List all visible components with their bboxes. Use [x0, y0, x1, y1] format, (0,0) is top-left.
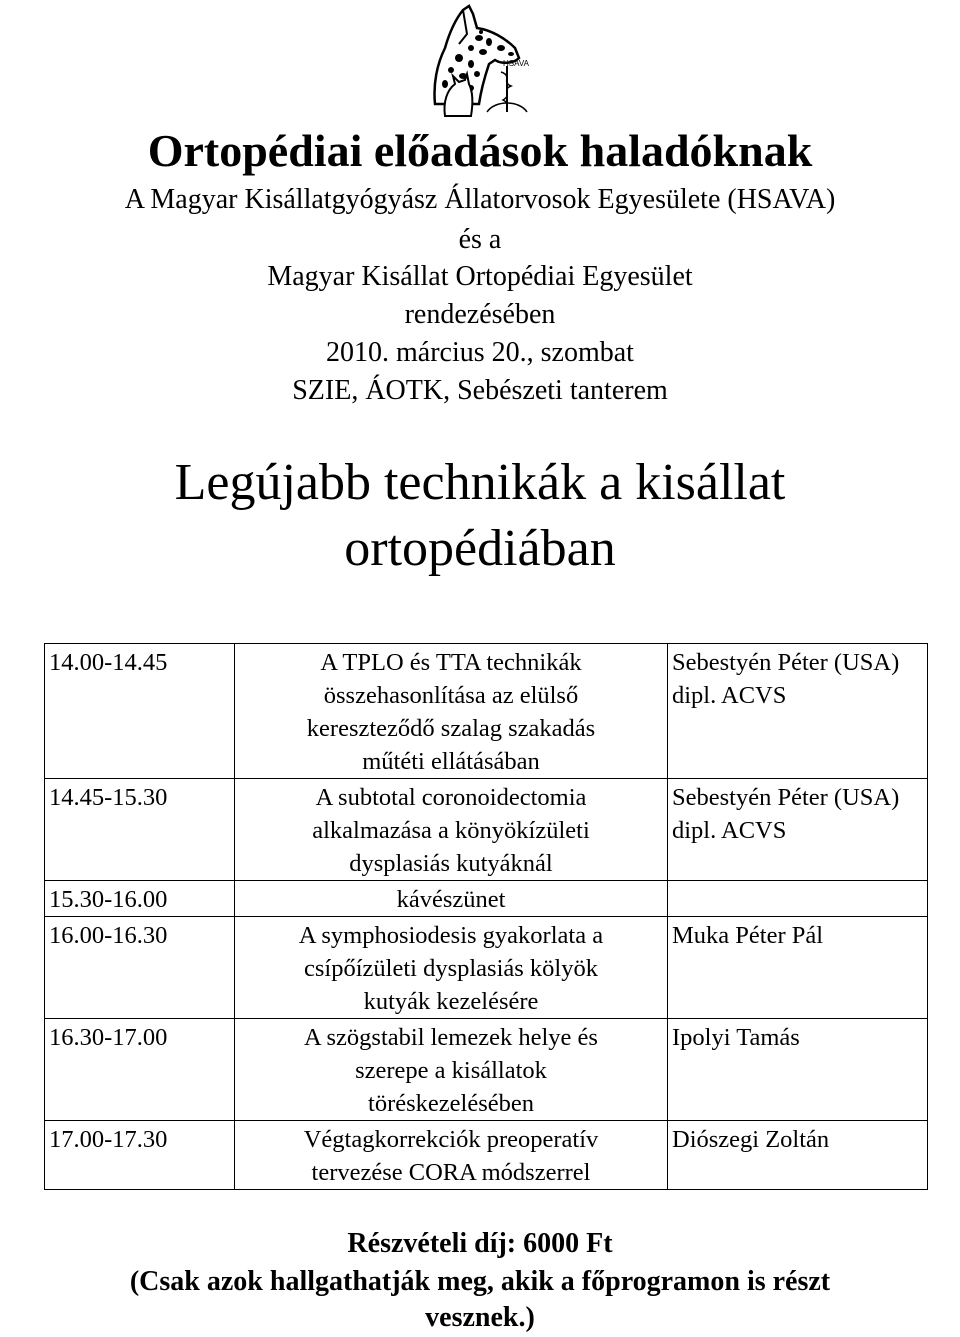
- session-time: 16.00-16.30: [45, 917, 235, 1019]
- session-topic: [235, 779, 668, 881]
- session-speaker: [668, 1019, 928, 1121]
- schedule-row: [45, 1121, 928, 1190]
- page-title: Ortopédiai előadások haladóknak: [147, 125, 813, 176]
- session-time: 17.00-17.30: [45, 1121, 235, 1190]
- session-time: 15.30-16.00: [45, 881, 235, 917]
- session-time: 14.00-14.45: [45, 644, 235, 779]
- session-topic: [235, 644, 668, 779]
- schedule-row: [45, 779, 928, 881]
- speaker-line: Sebestyén Péter (USA): [672, 649, 900, 676]
- speaker-line: dipl. ACVS: [672, 817, 787, 844]
- organizer-line: A Magyar Kisállatgyógyász Állatorvosok Egyesülete (HSAVA): [124, 184, 836, 215]
- session-topic: [235, 881, 668, 917]
- topic-line: A TPLO és TTA technikák: [320, 649, 582, 676]
- topic-line: szerepe a kisállatok: [355, 1057, 547, 1084]
- schedule-row: [45, 644, 928, 779]
- organizer-line: Magyar Kisállat Ortopédiai Egyesület: [267, 261, 693, 292]
- speaker-line: dipl. ACVS: [672, 682, 787, 709]
- organizer-line: és a: [458, 224, 502, 255]
- session-speaker: [668, 779, 928, 881]
- headline-line: ortopédiában: [344, 520, 616, 577]
- topic-line: töréskezelésében: [368, 1090, 534, 1117]
- topic-line: összehasonlítása az elülső: [323, 682, 579, 709]
- topic-line: dysplasiás kutyáknál: [349, 850, 553, 877]
- schedule-row: [45, 917, 928, 1019]
- fee-note-line: (Csak azok hallgathatják meg, akik a főprogramon is részt: [129, 1266, 831, 1297]
- headline-line: Legújabb technikák a kisállat: [174, 454, 786, 511]
- topic-line: kávészünet: [396, 886, 506, 913]
- speaker-line: Ipolyi Tamás: [672, 1024, 800, 1051]
- topic-line: kutyák kezelésére: [363, 988, 539, 1015]
- fee-title: Részvételi díj: 6000 Ft: [347, 1228, 613, 1259]
- session-speaker: [668, 917, 928, 1019]
- session-speaker: [668, 644, 928, 779]
- organizer-line: rendezésében: [404, 299, 556, 330]
- speaker-line: Sebestyén Péter (USA): [672, 784, 900, 811]
- session-topic: [235, 1121, 668, 1190]
- schedule-row: [45, 881, 928, 917]
- topic-line: tervezése CORA módszerrel: [311, 1159, 591, 1186]
- session-time: 14.45-15.30: [45, 779, 235, 881]
- schedule-row: [45, 1019, 928, 1121]
- topic-line: csípőízületi dysplasiás kölyök: [304, 955, 598, 982]
- speaker-line: Diószegi Zoltán: [672, 1126, 830, 1153]
- session-speaker: [668, 881, 928, 917]
- event-date: 2010. március 20., szombat: [326, 337, 634, 368]
- topic-line: A subtotal coronoidectomia: [315, 784, 587, 811]
- hsava-logo: [415, 4, 555, 118]
- topic-line: kereszteződő szalag szakadás: [306, 715, 596, 742]
- session-topic: [235, 1019, 668, 1121]
- topic-line: alkalmazása a könyökízületi: [312, 817, 590, 844]
- session-speaker: [668, 1121, 928, 1190]
- topic-line: A symphosiodesis gyakorlata a: [298, 922, 604, 949]
- topic-line: műtéti ellátásában: [362, 748, 540, 775]
- schedule-table: [44, 643, 928, 1190]
- topic-line: A szögstabil lemezek helye és: [304, 1024, 598, 1051]
- topic-line: Végtagkorrekciók preoperatív: [303, 1126, 599, 1153]
- fee-note-line: vesznek.): [425, 1302, 535, 1333]
- logo-text: HSAVA: [503, 59, 529, 68]
- session-topic: [235, 917, 668, 1019]
- session-time: 16.30-17.00: [45, 1019, 235, 1121]
- event-location: SZIE, ÁOTK, Sebészeti tanterem: [292, 375, 668, 406]
- speaker-line: Muka Péter Pál: [672, 922, 824, 949]
